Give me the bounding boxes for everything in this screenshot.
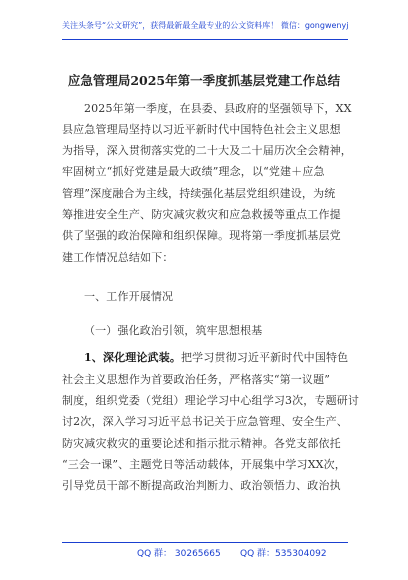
- intro-line: 牢固树立“抓好党建是最大政绩”理念，以“党建＋应急: [62, 165, 325, 178]
- intro-line: 供了坚强的政治保障和组织保障。现将第一季度抓基层党: [62, 229, 341, 242]
- point1-line: 制度，组织党委（党组）理论学习中心组学习3次，专题研讨: [62, 394, 360, 407]
- footer-qq-group-1: QQ 群： 30265665: [137, 549, 221, 559]
- intro-line: 2025年第一季度，在县委、县政府的坚强领导下，XX: [84, 102, 352, 115]
- header-divider: [62, 39, 348, 40]
- point1-line: “三会一课”、主题党日等活动载体，开展集中学习XX次，: [62, 458, 346, 471]
- point1-first-line: [84, 349, 348, 365]
- header-banner: 关注头条号“公文研究”，获得最新最全最专业的公文资料库！ 微信：gongwenyj: [62, 21, 349, 30]
- document-title: 应急管理局2025年第一季度抓基层党建工作总结: [67, 73, 341, 88]
- footer-divider: [62, 542, 348, 543]
- subsection-heading: （一）强化政治引领，筑牢思想根基: [84, 324, 263, 337]
- point1-line: 讨2次，深入学习习近平总书记关于应急管理、安全生产、: [62, 415, 348, 428]
- intro-line: 建工作情况总结如下：: [62, 251, 174, 264]
- intro-line: 筹推进安全生产、防灾减灾救灾和应急救援等重点工作提: [62, 208, 341, 221]
- point1-line: 引导党员干部不断提高政治判断力、政治领悟力、政治执: [62, 479, 341, 492]
- point1-label: 1、深化理论武装。: [84, 351, 182, 364]
- intro-line: 县应急管理局坚持以习近平新时代中国特色社会主义思想: [62, 123, 341, 136]
- point1-line: 社会主义思想作为首要政治任务，严格落实“第一议题”: [62, 373, 330, 386]
- intro-line: 为指导，深入贯彻落实党的二十大及二十届历次全会精神，: [62, 144, 352, 157]
- point1-first-text: 把学习贯彻习近平新时代中国特色: [181, 351, 349, 364]
- section-heading: 一、工作开展情况: [84, 290, 174, 303]
- point1-line: 防灾减灾救灾的重要论述和指示批示精神。各党支部依托: [62, 437, 341, 450]
- intro-line: 管理”深度融合为主线，持续强化基层党组织建设，为统: [62, 187, 336, 200]
- footer-qq-group-2: QQ 群：535304092: [240, 549, 327, 559]
